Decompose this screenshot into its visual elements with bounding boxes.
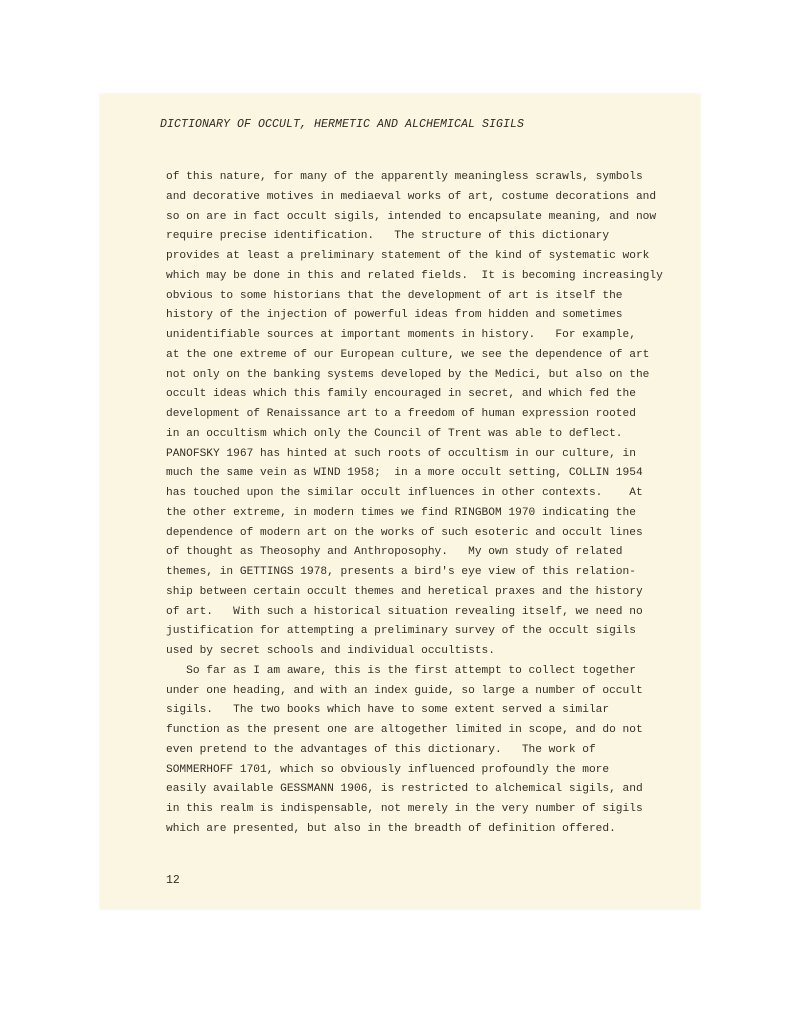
text-line: PANOFSKY 1967 has hinted at such roots of occultism in our culture, in <box>166 447 636 460</box>
text-line: even pretend to the advantages of this dictionary. The work of <box>166 743 596 756</box>
text-line: much the same vein as WIND 1958; in a more occult setting, COLLIN 1954 <box>166 467 643 480</box>
text-line: dependence of modern art on the works of such esoteric and occult lines <box>166 526 643 539</box>
text-line: which are presented, but also in the breadth of definition offered. <box>166 822 616 835</box>
text-line: the other extreme, in modern times we find RINGBOM 1970 indicating the <box>166 506 636 519</box>
text-line: of art. With such a historical situation revealing itself, we need no <box>166 605 643 618</box>
book-page <box>100 94 700 909</box>
text-line: of thought as Theosophy and Anthroposophy. My own study of related <box>166 546 623 559</box>
page-number: 12 <box>166 874 180 887</box>
text-line: obvious to some historians that the development of art is itself the <box>166 289 623 302</box>
text-line: so on are in fact occult sigils, intended to encapsulate meaning, and now <box>166 210 657 223</box>
text-line: development of Renaissance art to a freedom of human expression rooted <box>166 408 636 420</box>
text-line: under one heading, and with an index guide, so large a number of occult <box>166 684 643 697</box>
text-line: ship between certain occult themes and heretical praxes and the history <box>166 585 643 598</box>
text-line: So far as I am aware, this is the first attempt to collect together <box>166 664 636 677</box>
text-line: in an occultism which only the Council of Trent was able to deflect. <box>166 427 623 440</box>
text-line: of this nature, for many of the apparently meaningless scrawls, symbols <box>166 171 643 183</box>
body-text <box>166 168 686 840</box>
text-line: has touched upon the similar occult influences in other contexts. At <box>166 487 643 499</box>
text-line: require precise identification. The structure of this dictionary <box>166 230 610 243</box>
text-line: easily available GESSMANN 1906, is restricted to alchemical sigils, and <box>166 783 643 796</box>
text-line: SOMMERHOFF 1701, which so obviously influenced profoundly the more <box>166 763 610 776</box>
text-line: at the one extreme of our European culture, we see the dependence of art <box>166 348 650 361</box>
text-line: justification for attempting a preliminary survey of the occult sigils <box>166 625 636 638</box>
text-line: occult ideas which this family encouraged in secret, and which fed the <box>166 388 636 401</box>
text-line: function as the present one are altogether limited in scope, and do not <box>166 724 643 736</box>
text-line: used by secret schools and individual occultists. <box>166 645 495 657</box>
text-line: unidentifiable sources at important moments in history. For example, <box>166 329 636 341</box>
text-line: not only on the banking systems developed by the Medici, but also on the <box>166 368 650 381</box>
text-line: which may be done in this and related fields. It is becoming increasingly <box>166 269 663 282</box>
text-line: themes, in GETTINGS 1978, presents a bird's eye view of this relation- <box>166 566 636 578</box>
text-line: provides at least a preliminary statement of the kind of systematic work <box>166 250 650 262</box>
text-line: sigils. The two books which have to some extent served a similar <box>166 704 610 717</box>
text-line: history of the injection of powerful ideas from hidden and sometimes <box>166 309 623 322</box>
text-line: in this realm is indispensable, not merely in the very number of sigils <box>166 803 643 815</box>
text-line: and decorative motives in mediaeval works of art, costume decorations and <box>166 190 657 203</box>
running-head-title: DICTIONARY OF OCCULT, HERMETIC AND ALCHEMICAL SIGILS <box>160 118 525 131</box>
